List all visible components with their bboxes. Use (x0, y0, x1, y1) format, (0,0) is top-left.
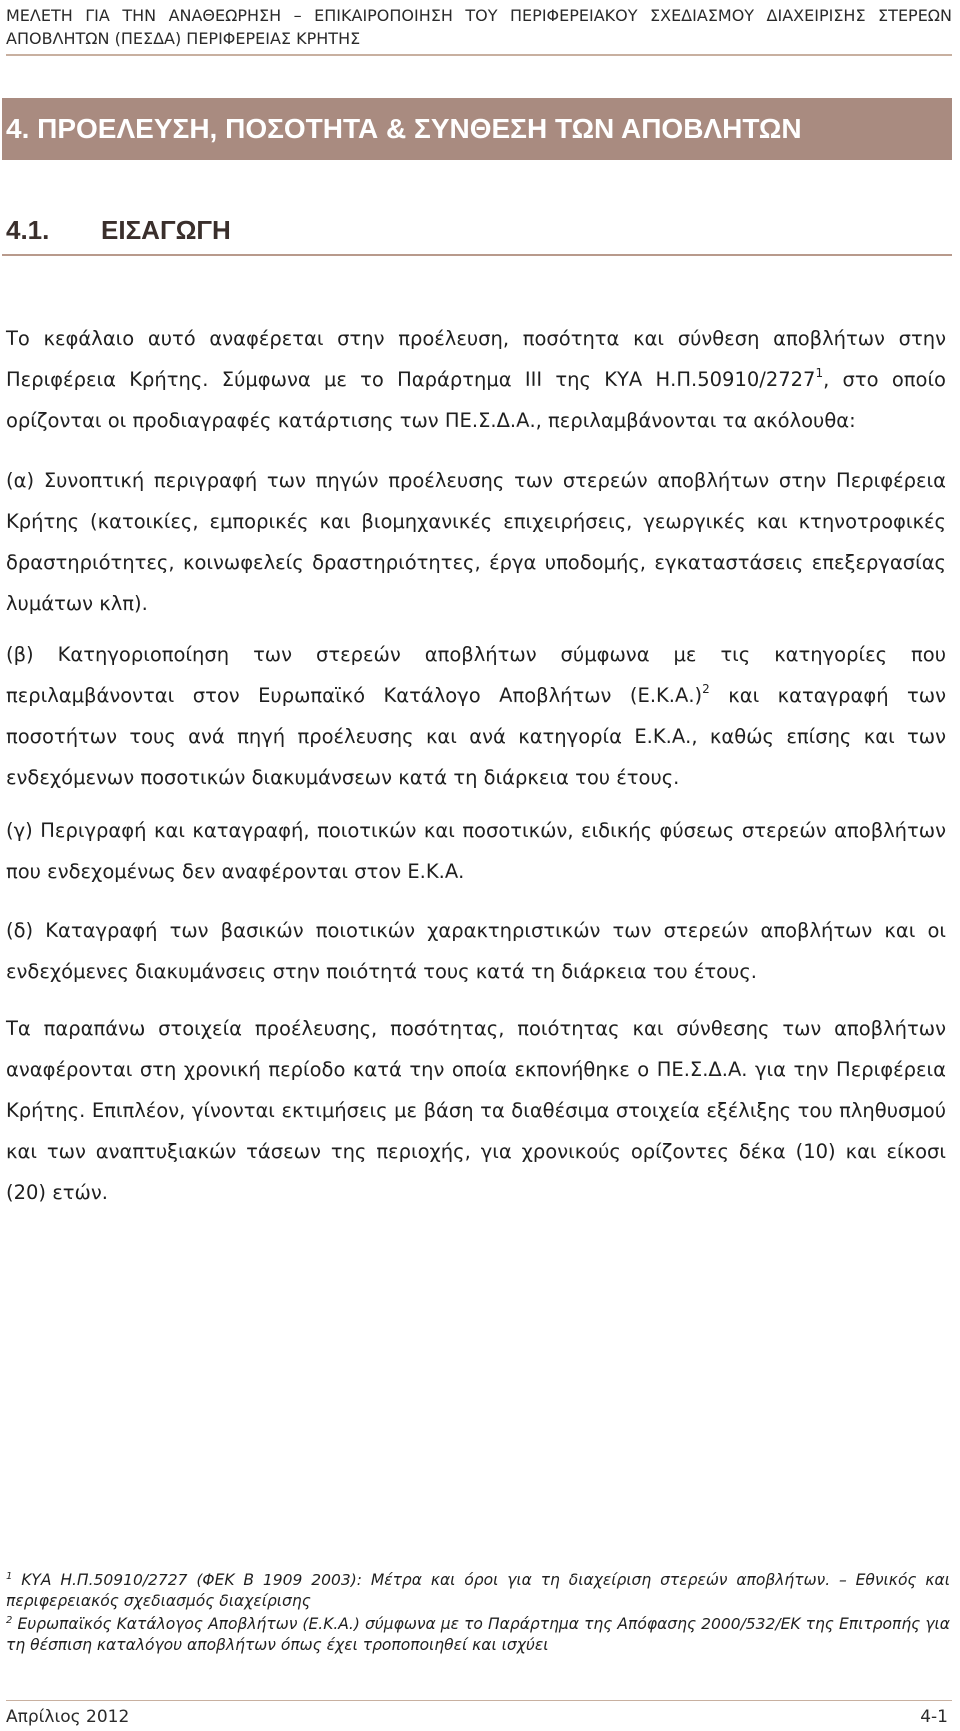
intro-paragraph (6, 318, 946, 441)
section-divider (2, 254, 952, 256)
footnote-ref-2[interactable]: 2 (702, 682, 710, 696)
closing-paragraph: Τα παραπάνω στοιχεία προέλευσης, ποσότητας, ποιότητας και σύνθεσης των αποβλήτων αναφέρονται στη χρονική περίοδο κατά την οποία εκπονήθηκε ο ΠΕ.Σ.Δ.Α. για την Περιφέρεια Κρήτης. Επιπλέον, γίνονται εκτιμήσεις με βάση τα διαθέσιμα στοιχεία εξέλιξης του πληθυσμού και των αναπτυξιακών τάσεων της περιοχής, για χρονικούς ορίζοντες δέκα (10) και είκοσι (20) ετών. (6, 1017, 946, 1204)
chapter-title: 4. ΠΡΟΕΛΕΥΣΗ, ΠΟΣΟΤΗΤΑ & ΣΥΝΘΕΣΗ ΤΩΝ ΑΠΟΒΛΗΤΩΝ (6, 113, 802, 144)
footnote-1 (6, 1570, 950, 1612)
header-divider (6, 54, 952, 56)
section-number: 4.1. (6, 215, 50, 245)
list-item-d: (δ) Καταγραφή των βασικών ποιοτικών χαρακτηριστικών των στερεών αποβλήτων και οι ενδεχόμενες διακυμάνσεις στην ποιότητά τους κατά τη διάρκεια του έτους. (6, 919, 946, 983)
footnote-1-number: 1 (6, 1571, 13, 1582)
item-b-text-part1: (β) Κατηγοριοποίηση των στερεών αποβλήτων σύμφωνα με τις κατηγορίες που περιλαμβάνονται στον Ευρωπαϊκό Κατάλογο Αποβλήτων (Ε.Κ.Α.) (6, 643, 946, 707)
footnote-2-text: Ευρωπαϊκός Κατάλογος Αποβλήτων (Ε.Κ.Α.) σύμφωνα με το Παράρτημα της Απόφασης 2000/532/ΕΚ της Επιτροπής για τη θέσπιση καταλόγου αποβλήτων όπως έχει τροποποιηθεί και ισχύει (6, 1615, 950, 1654)
footnote-2-number: 2 (6, 1615, 13, 1626)
list-item-c: (γ) Περιγραφή και καταγραφή, ποιοτικών και ποσοτικών, ειδικής φύσεως στερεών αποβλήτων που ενδεχομένως δεν αναφέρονται στον Ε.Κ.Α. (6, 819, 946, 883)
section-heading (6, 210, 231, 250)
page-number: 4-1 (920, 1707, 948, 1727)
footnote-ref-1[interactable]: 1 (815, 366, 824, 380)
list-item-a: (α) Συνοπτική περιγραφή των πηγών προέλευσης των στερεών αποβλήτων στην Περιφέρεια Κρήτης (κατοικίες, εμπορικές και βιομηχανικές επιχειρήσεις, γεωργικές και κτηνοτροφικές δραστηριότητες, κοινωφελείς δραστηριότητες, έργα υποδομής, εγκαταστάσεις επεξεργασίας λυμάτων κλπ). (6, 469, 946, 615)
footnote-2 (6, 1614, 950, 1656)
list-item-b (6, 634, 946, 798)
footnote-1-text: ΚΥΑ Η.Π.50910/2727 (ΦΕΚ Β 1909 2003): Μέτρα και όροι για τη διαχείριση στερεών αποβλήτων. – Εθνικός και περιφερειακός σχεδιασμός διαχείρισης (6, 1571, 950, 1610)
footer-date: Απρίλιος 2012 (6, 1707, 130, 1727)
section-title: ΕΙΣΑΓΩΓΗ (101, 215, 231, 245)
running-header: ΜΕΛΕΤΗ ΓΙΑ ΤΗΝ ΑΝΑΘΕΩΡΗΣΗ – ΕΠΙΚΑΙΡΟΠΟΙΗΣΗ ΤΟΥ ΠΕΡΙΦΕΡΕΙΑΚΟΥ ΣΧΕΔΙΑΣΜΟΥ ΔΙΑΧΕΙΡΙΣΗΣ ΣΤΕΡΕΩΝ ΑΠΟΒΛΗΤΩΝ (ΠΕΣΔΑ) ΠΕΡΙΦΕΡΕΙΑΣ ΚΡΗΤΗΣ (6, 6, 952, 48)
item-b-text-part2: και καταγραφή των ποσοτήτων τους ανά πηγή προέλευσης και ανά κατηγορία Ε.Κ.Α., καθώς επίσης και των ενδεχόμενων ποσοτικών διακυμάνσεων κατά τη διάρκεια του έτους. (6, 684, 947, 789)
footer-divider (6, 1700, 952, 1701)
intro-text-part2: , στο οποίο ορίζονται οι προδιαγραφές κατάρτισης των ΠΕ.Σ.Δ.Α., περιλαμβάνονται τα ακόλουθα: (6, 368, 946, 432)
intro-text-part1: Το κεφάλαιο αυτό αναφέρεται στην προέλευση, ποσότητα και σύνθεση αποβλήτων στην Περιφέρεια Κρήτης. Σύμφωνα με το Παράρτημα ΙΙΙ της ΚΥΑ Η.Π.50910/2727 (6, 327, 946, 391)
